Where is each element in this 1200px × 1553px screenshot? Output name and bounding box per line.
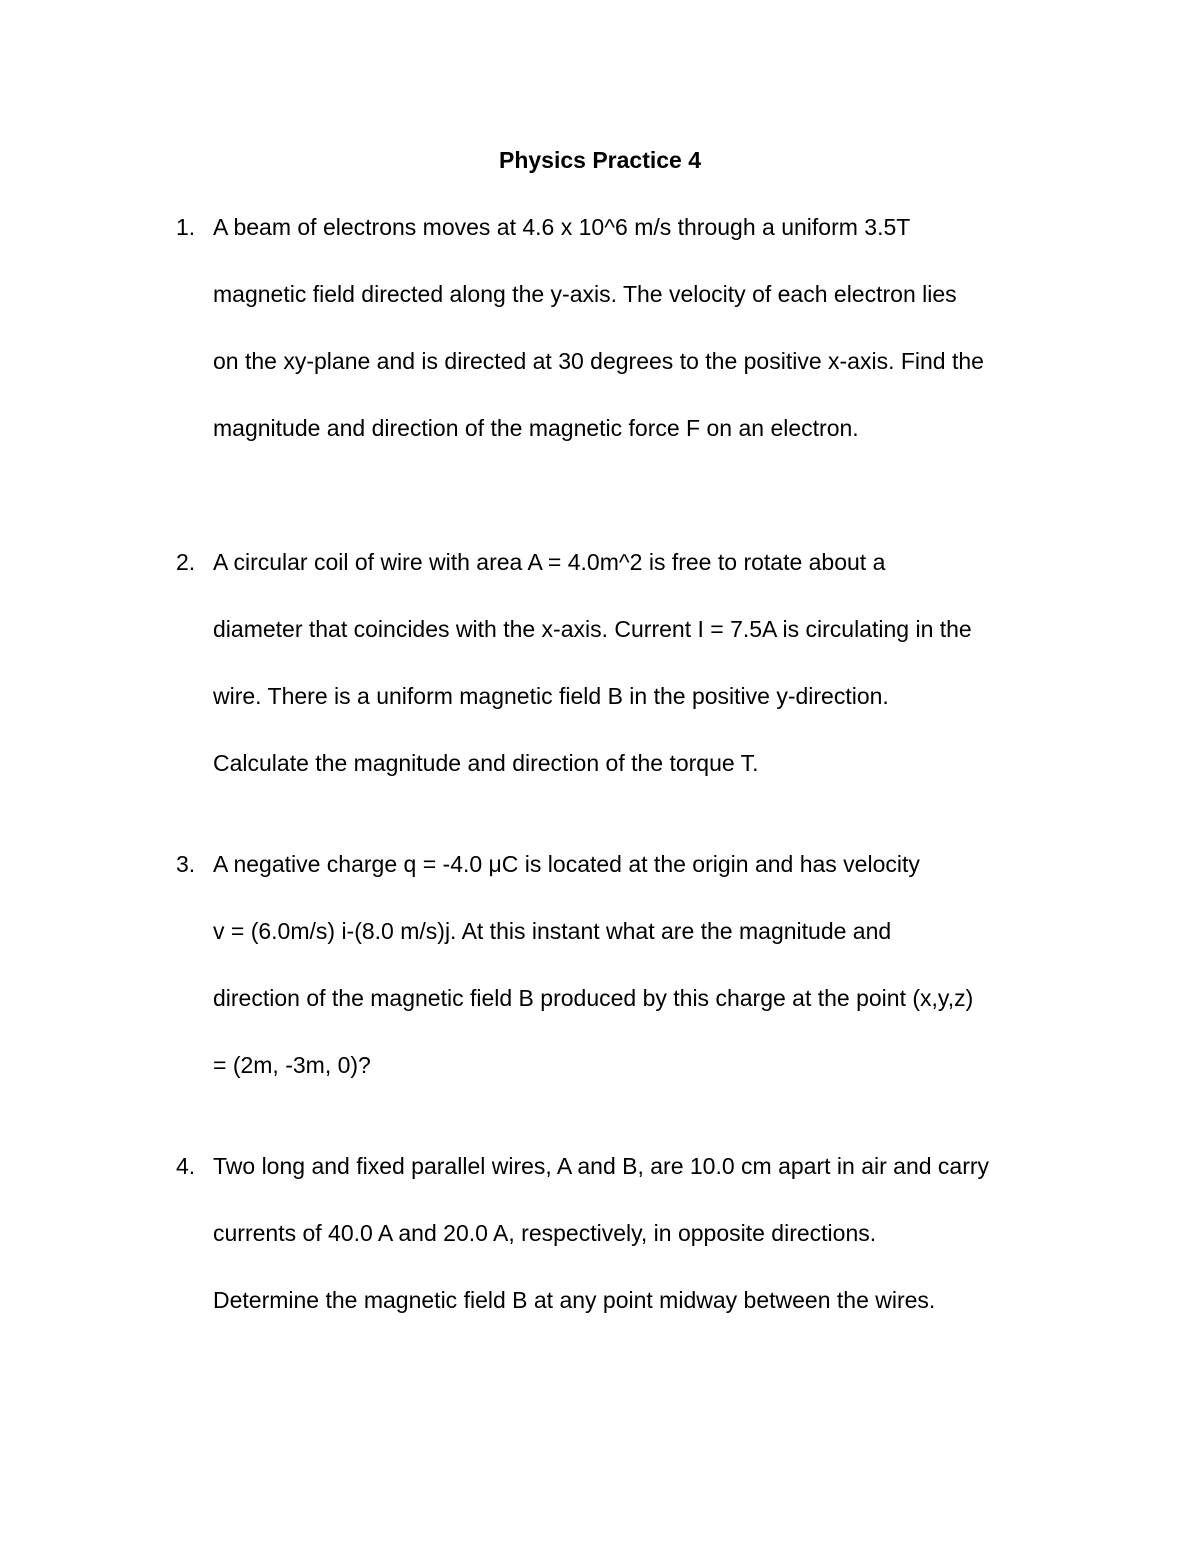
question-text-line: direction of the magnetic field B produced by this charge at the point (x,y,z)	[213, 985, 974, 1011]
question-text-line: magnetic field directed along the y-axis. The velocity of each electron lies	[213, 281, 957, 307]
question-4	[176, 1133, 1076, 1334]
question-text-line: magnitude and direction of the magnetic force F on an electron.	[213, 415, 859, 441]
question-text-line: A circular coil of wire with area A = 4.0m^2 is free to rotate about a	[213, 549, 886, 575]
question-text-line: A negative charge q = -4.0 μC is located at the origin and has velocity	[213, 851, 920, 877]
question-number: 2.	[176, 549, 196, 575]
question-3	[176, 831, 1076, 1099]
question-number: 3.	[176, 851, 196, 877]
question-text-line: v = (6.0m/s) i-(8.0 m/s)j. At this instant what are the magnitude and	[213, 918, 892, 944]
question-text-line: diameter that coincides with the x-axis. Current I = 7.5A is circulating in the	[213, 616, 972, 642]
document-title: Physics Practice 4	[498, 147, 702, 173]
question-text-line: Determine the magnetic field B at any point midway between the wires.	[213, 1287, 936, 1313]
question-number: 1.	[176, 214, 196, 240]
question-text-line: currents of 40.0 A and 20.0 A, respectively, in opposite directions.	[213, 1220, 877, 1246]
question-text-line: A beam of electrons moves at 4.6 x 10^6 m/s through a uniform 3.5T	[213, 214, 911, 240]
question-text-line: Calculate the magnitude and direction of the torque T.	[213, 750, 759, 776]
question-text-line: on the xy-plane and is directed at 30 degrees to the positive x-axis. Find the	[213, 348, 984, 374]
question-1	[176, 194, 1076, 462]
question-2	[176, 529, 1076, 797]
question-text-line: = (2m, -3m, 0)?	[213, 1052, 371, 1078]
question-text-line: wire. There is a uniform magnetic field B in the positive y-direction.	[213, 683, 889, 709]
question-number: 4.	[176, 1153, 196, 1179]
question-text-line: Two long and fixed parallel wires, A and B, are 10.0 cm apart in air and carry	[213, 1153, 990, 1179]
